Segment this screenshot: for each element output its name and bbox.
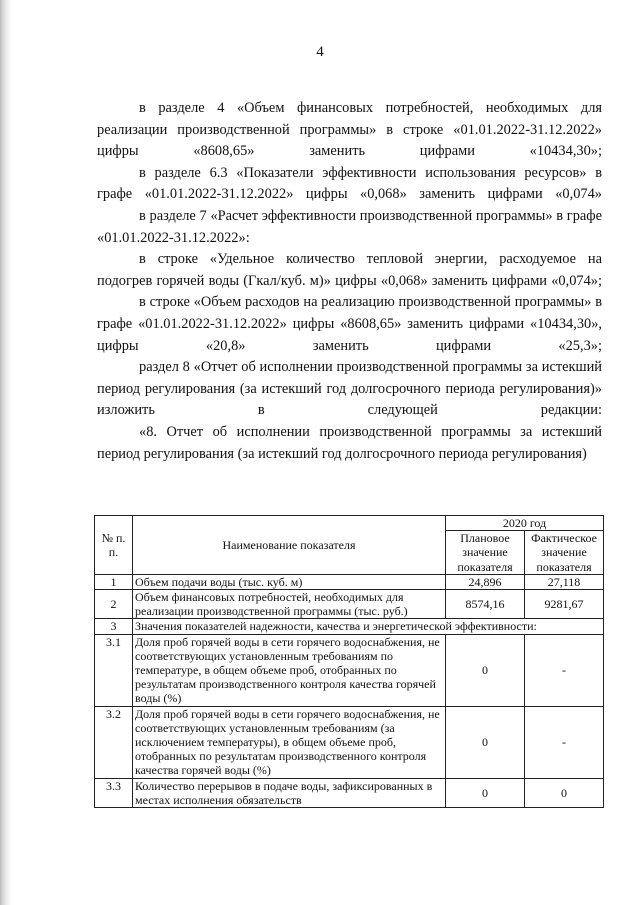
paragraph-section-7: в разделе 7 «Расчет эффективности производственной программы» в графе «01.01.2022-31.12.2022»: (97, 207, 602, 246)
row-planned-value: 0 (446, 778, 525, 807)
scan-left-edge-shadow (0, 0, 12, 905)
header-year: 2020 год (446, 516, 604, 531)
table-header-row-1 (95, 516, 604, 531)
row-actual-value: - (525, 634, 604, 706)
table-row (95, 634, 604, 706)
row-actual-value: 27,118 (525, 574, 604, 589)
row-number: 2 (95, 590, 133, 619)
indicators-table (94, 515, 604, 808)
header-number: № п. п. (95, 516, 133, 575)
table-row (95, 590, 604, 619)
paragraph-section-8: раздел 8 «Отчет об исполнении производственной программы за истекший период регулирования (за истекший год долгосрочного периода регулирования)» изложить в следующей редакции: (97, 359, 602, 419)
table-row (95, 706, 604, 778)
row-indicator-name: Объем подачи воды (тыс. куб. м) (133, 574, 446, 589)
row-number: 3.3 (95, 778, 133, 807)
table-row (95, 574, 604, 589)
paragraph-section-8-heading: «8. Отчет об исполнении производственной программы за истекший период регулирования (за истекший год долгосрочного периода регулирования) (97, 423, 602, 462)
paragraph-section-6-3: в разделе 6.3 «Показатели эффективности использования ресурсов» в графе «01.01.2022-31.12.2022» цифры «0,068» заменить цифрами «0,074» (97, 164, 602, 203)
table-row (95, 778, 604, 807)
row-number: 3.1 (95, 634, 133, 706)
paragraph-expenses-row: в строке «Объем расходов на реализацию производственной программы» в графе «01.01.2022-31.12.2022» цифры «8608,65» заменить цифрами «10434,30», цифры «20,8» заменить цифрами «25,3»; (97, 294, 602, 354)
row-number: 3.2 (95, 706, 133, 778)
row-number: 3 (95, 619, 133, 634)
paragraph-heat-energy-row: в строке «Удельное количество тепловой энергии, расходуемое на подогрев горячей воды (Гкал/куб. м)» цифры «0,068» заменить цифрами «0,074»; (97, 251, 602, 289)
document-body (97, 98, 602, 465)
table-row-section (95, 619, 604, 634)
paragraph-section-4: в разделе 4 «Объем финансовых потребностей, необходимых для реализации производственной программы» в строке «01.01.2022-31.12.2022» цифры «8608,65» заменить цифрами «10434,30»; (97, 100, 602, 160)
header-actual-value: Фактическое значение показателя (525, 531, 604, 575)
row-planned-value: 8574,16 (446, 590, 525, 619)
row-actual-value: 0 (525, 778, 604, 807)
row-indicator-name: Количество перерывов в подаче воды, зафиксированных в местах исполнения обязательств (133, 778, 446, 807)
header-planned-value: Плановое значение показателя (446, 531, 525, 575)
row-planned-value: 24,896 (446, 574, 525, 589)
row-actual-value: 9281,67 (525, 590, 604, 619)
row-actual-value: - (525, 706, 604, 778)
header-indicator-name: Наименование показателя (133, 516, 446, 575)
page-number: 4 (316, 44, 324, 60)
row-planned-value: 0 (446, 634, 525, 706)
row-number: 1 (95, 574, 133, 589)
row-planned-value: 0 (446, 706, 525, 778)
row-indicator-name: Объем финансовых потребностей, необходимых для реализации производственной программы (тыс. руб.) (133, 590, 446, 619)
row-section-title: Значения показателей надежности, качества и энергетической эффективности: (133, 619, 604, 634)
row-indicator-name: Доля проб горячей воды в сети горячего водоснабжения, не соответствующих установленным требованиям (за исключением температуры), в общем объеме проб, отобранных по результатам производственного контроля качества горячей воды (%) (133, 706, 446, 778)
row-indicator-name: Доля проб горячей воды в сети горячего водоснабжения, не соответствующих установленным требованиям по температуре, в общем объеме проб, отобранных по результатам производственного контроля качества горячей воды (%) (133, 634, 446, 706)
